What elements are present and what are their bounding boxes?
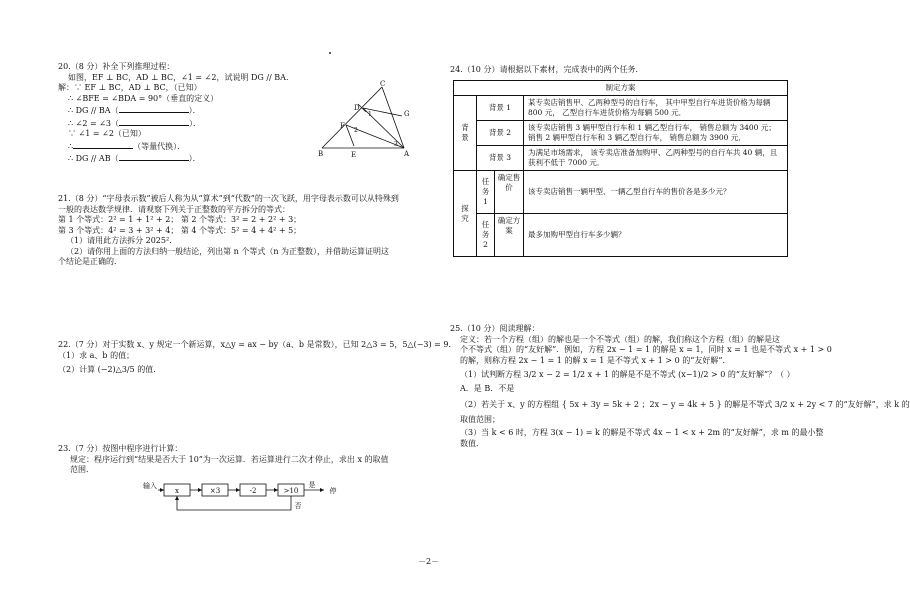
answer-blank[interactable] bbox=[119, 104, 189, 113]
q24-title: 24.（10 分）请根据以下素材，完成表中的两个任务． bbox=[450, 65, 644, 74]
q21-line: 21.（8 分）“字母表示数”被后人称为从“算术”到“代数”的一次飞跃，用字母表示数可以从特殊到 bbox=[58, 194, 399, 203]
row-label: 背景 3 bbox=[477, 146, 524, 171]
answer-blank[interactable] bbox=[119, 152, 189, 161]
q25-line: 25.（10 分）阅读理解： bbox=[450, 324, 540, 333]
label-g: G bbox=[404, 110, 410, 118]
flow-yes: 是 bbox=[308, 481, 316, 489]
triangle-figure bbox=[318, 80, 418, 160]
q20-line: ∴ ∠BFE = ∠BDA = 90°（垂直的定义） bbox=[68, 93, 219, 103]
q25-line: 数值． bbox=[460, 438, 484, 448]
row-text: 为满足市场需求， 该专卖店准备加购甲、乙两种型号的自行车共 40 辆，且获利不低于 7000 元． bbox=[524, 146, 788, 171]
q23-line: 范围． bbox=[70, 465, 94, 474]
q20-text: ∴ DG // AB（ bbox=[68, 154, 119, 163]
q20-tail: ）． bbox=[189, 118, 202, 128]
table-row bbox=[454, 214, 788, 257]
table-row bbox=[454, 96, 788, 121]
q20-line bbox=[58, 104, 294, 117]
q20-line: 解：∵ EF ⊥ BC，AD ⊥ BC，（已知） bbox=[58, 83, 202, 92]
plan-table bbox=[453, 80, 788, 257]
label-e: E bbox=[351, 151, 357, 159]
q20-tail: （等量代换）． bbox=[133, 141, 186, 151]
answer-blank[interactable] bbox=[73, 140, 133, 149]
row-text: 该专卖店销售 3 辆甲型自行车和 1 辆乙型自行车， 销售总额为 3400 元；销售 2 辆甲型自行车和 3 辆乙型自行车， 销售总额为 3900 元． bbox=[524, 121, 788, 146]
q20-line bbox=[58, 117, 294, 130]
loop-back-arrow bbox=[177, 496, 291, 510]
task-text: 最多加购甲型自行车多少辆？ bbox=[524, 214, 788, 257]
question-21 bbox=[58, 194, 399, 268]
q25-line: 定义：若一个方程（组）的解也是一个不等式（组）的解，我们称这个方程（组）的解是这 bbox=[460, 334, 780, 344]
answer-blank[interactable] bbox=[119, 117, 189, 126]
task-label: 任务 1 bbox=[477, 171, 495, 213]
label-d: D bbox=[354, 104, 360, 112]
q20-line bbox=[58, 140, 294, 153]
flow-subtract: -2 bbox=[249, 487, 257, 495]
q20-text: ∴ DG // BA（ bbox=[68, 106, 119, 115]
question-22 bbox=[58, 340, 457, 376]
label-angle-1: 1 bbox=[368, 111, 372, 118]
flow-stop: 停 bbox=[329, 487, 337, 495]
q20-tail: ）． bbox=[188, 154, 201, 163]
task-sub: 确定方案 bbox=[497, 216, 521, 235]
flow-multiply: ×3 bbox=[209, 487, 221, 495]
q22-line: 22.（7 分）对于实数 x、y 规定一个新运算，x△y = ax − by（a、b 是常数），已知 2△3 = 5，5△(−3) = 9． bbox=[58, 340, 457, 349]
q22-line: （1）求 a、b 的值； bbox=[58, 350, 135, 360]
q20-title: 20.（8 分）补全下列推理过程： bbox=[58, 62, 175, 71]
q21-line: 第 3 个等式：4² = 3 + 3² + 4； 第 4 个等式：5² = 4 + 4² + 5； bbox=[58, 225, 302, 235]
q20-line: 如图，EF ⊥ BC，AD ⊥ BC，∠1 = ∠2，试说明 DG // BA． bbox=[68, 72, 294, 82]
row-label: 背景 1 bbox=[477, 96, 524, 121]
flow-no: 否 bbox=[294, 502, 302, 510]
task-label: 任务 2 bbox=[477, 214, 495, 256]
q21-line: （1）请用此方法拆分 2025²． bbox=[66, 236, 178, 245]
q20-line: ∵ ∠1 = ∠2（已知） bbox=[68, 129, 146, 138]
q22-line: （2）计算 (−2)△3/5 的值． bbox=[58, 365, 162, 374]
stray-dot bbox=[329, 52, 331, 54]
label-b: B bbox=[318, 150, 324, 158]
flow-input-label: 输入 bbox=[143, 482, 157, 490]
table-header: 制定方案 bbox=[454, 81, 788, 96]
flow-compare: >10 bbox=[283, 487, 299, 495]
q25-line: A．是 B．不是 bbox=[460, 383, 515, 393]
q20-tail: ）． bbox=[188, 106, 201, 115]
label-angle-2: 2 bbox=[354, 127, 358, 134]
table-row bbox=[454, 171, 788, 214]
q21-line: 第 1 个等式：2² = 1 + 1² + 2； 第 2 个等式：3² = 2 + 2² + 3； bbox=[58, 215, 302, 224]
question-23 bbox=[58, 444, 389, 476]
q25-line: （3）当 k < 6 时，方程 3(x − 1) = k 的解是不等式 4x − 1 < x + 2m 的“友好解”，求 m 的最小整 bbox=[460, 428, 824, 437]
question-20 bbox=[58, 62, 294, 165]
page-number: －2－ bbox=[418, 557, 440, 566]
label-angle-3: 3 bbox=[394, 141, 398, 148]
label-f: F bbox=[340, 122, 345, 130]
row-text: 某专卖店销售甲、乙两种型号的自行车， 其中甲型自行车进货价格为每辆 800 元， 乙型自行车进货价格为每辆 500 元． bbox=[524, 96, 788, 121]
q20-text: ∴ bbox=[68, 141, 74, 151]
q23-line: 规定：程序运行到“结果是否大于 10”为一次运算．若运算进行二次才停止，求出 x 的取值 bbox=[70, 454, 389, 464]
q25-line: 的解，则称方程 2x − 1 = 1 的解 x = 1 是不等式 x + 1 > 0 的“友好解”． bbox=[460, 355, 731, 365]
segment-ac bbox=[382, 87, 404, 148]
question-25 bbox=[450, 324, 910, 449]
label-a: A bbox=[404, 150, 410, 158]
q25-line: （1）试判断方程 3/2 x − 2 = 1/2 x + 1 的解是不是不等式 (x−1)/2 > 0 的“友好解”？（ ） bbox=[460, 370, 795, 379]
q21-line: 个结论是正确的． bbox=[58, 257, 122, 266]
group-background: 背景 bbox=[454, 96, 477, 171]
table-row bbox=[454, 146, 788, 171]
label-c: C bbox=[380, 80, 386, 88]
q25-line: （2）若关于 x、y 的方程组 { 5x + 3y = 5k + 2 ；2x − y = 4k + 5 } 的解是不等式 3/2 x + 2y < 7 的“友好解”，求 k 的 bbox=[460, 400, 910, 409]
group-explore: 探究 bbox=[454, 171, 477, 257]
flow-x: x bbox=[175, 487, 179, 495]
task-label-cell bbox=[477, 214, 524, 257]
task-label-cell bbox=[477, 171, 524, 214]
q21-line: （2）请你用上面的方法归纳一般结论，列出第 n 个等式（n 为正整数），并借助运算证明这 bbox=[66, 246, 390, 256]
q20-line bbox=[58, 152, 294, 165]
q20-text: ∴ ∠2 = ∠3（ bbox=[68, 118, 120, 128]
q23-line: 23.（7 分）按图中程序进行计算： bbox=[58, 444, 183, 453]
q21-line: 一般的表达数学规律．请观察下列关于正整数的平方拆分的等式： bbox=[58, 204, 290, 214]
segment-fe bbox=[346, 125, 354, 146]
table-row bbox=[454, 121, 788, 146]
task-text: 该专卖店销售一辆甲型、一辆乙型自行车的售价各是多少元？ bbox=[524, 171, 788, 214]
row-label: 背景 2 bbox=[477, 121, 524, 146]
program-flowchart bbox=[140, 478, 370, 518]
task-sub: 确定售价 bbox=[497, 173, 521, 192]
q25-line: 个不等式（组）的“友好解”．例如，方程 2x − 1 = 1 的解是 x = 1，同时 x = 1 也是不等式 x + 1 > 0 bbox=[460, 345, 832, 354]
q25-line: 取值范围； bbox=[460, 414, 500, 424]
